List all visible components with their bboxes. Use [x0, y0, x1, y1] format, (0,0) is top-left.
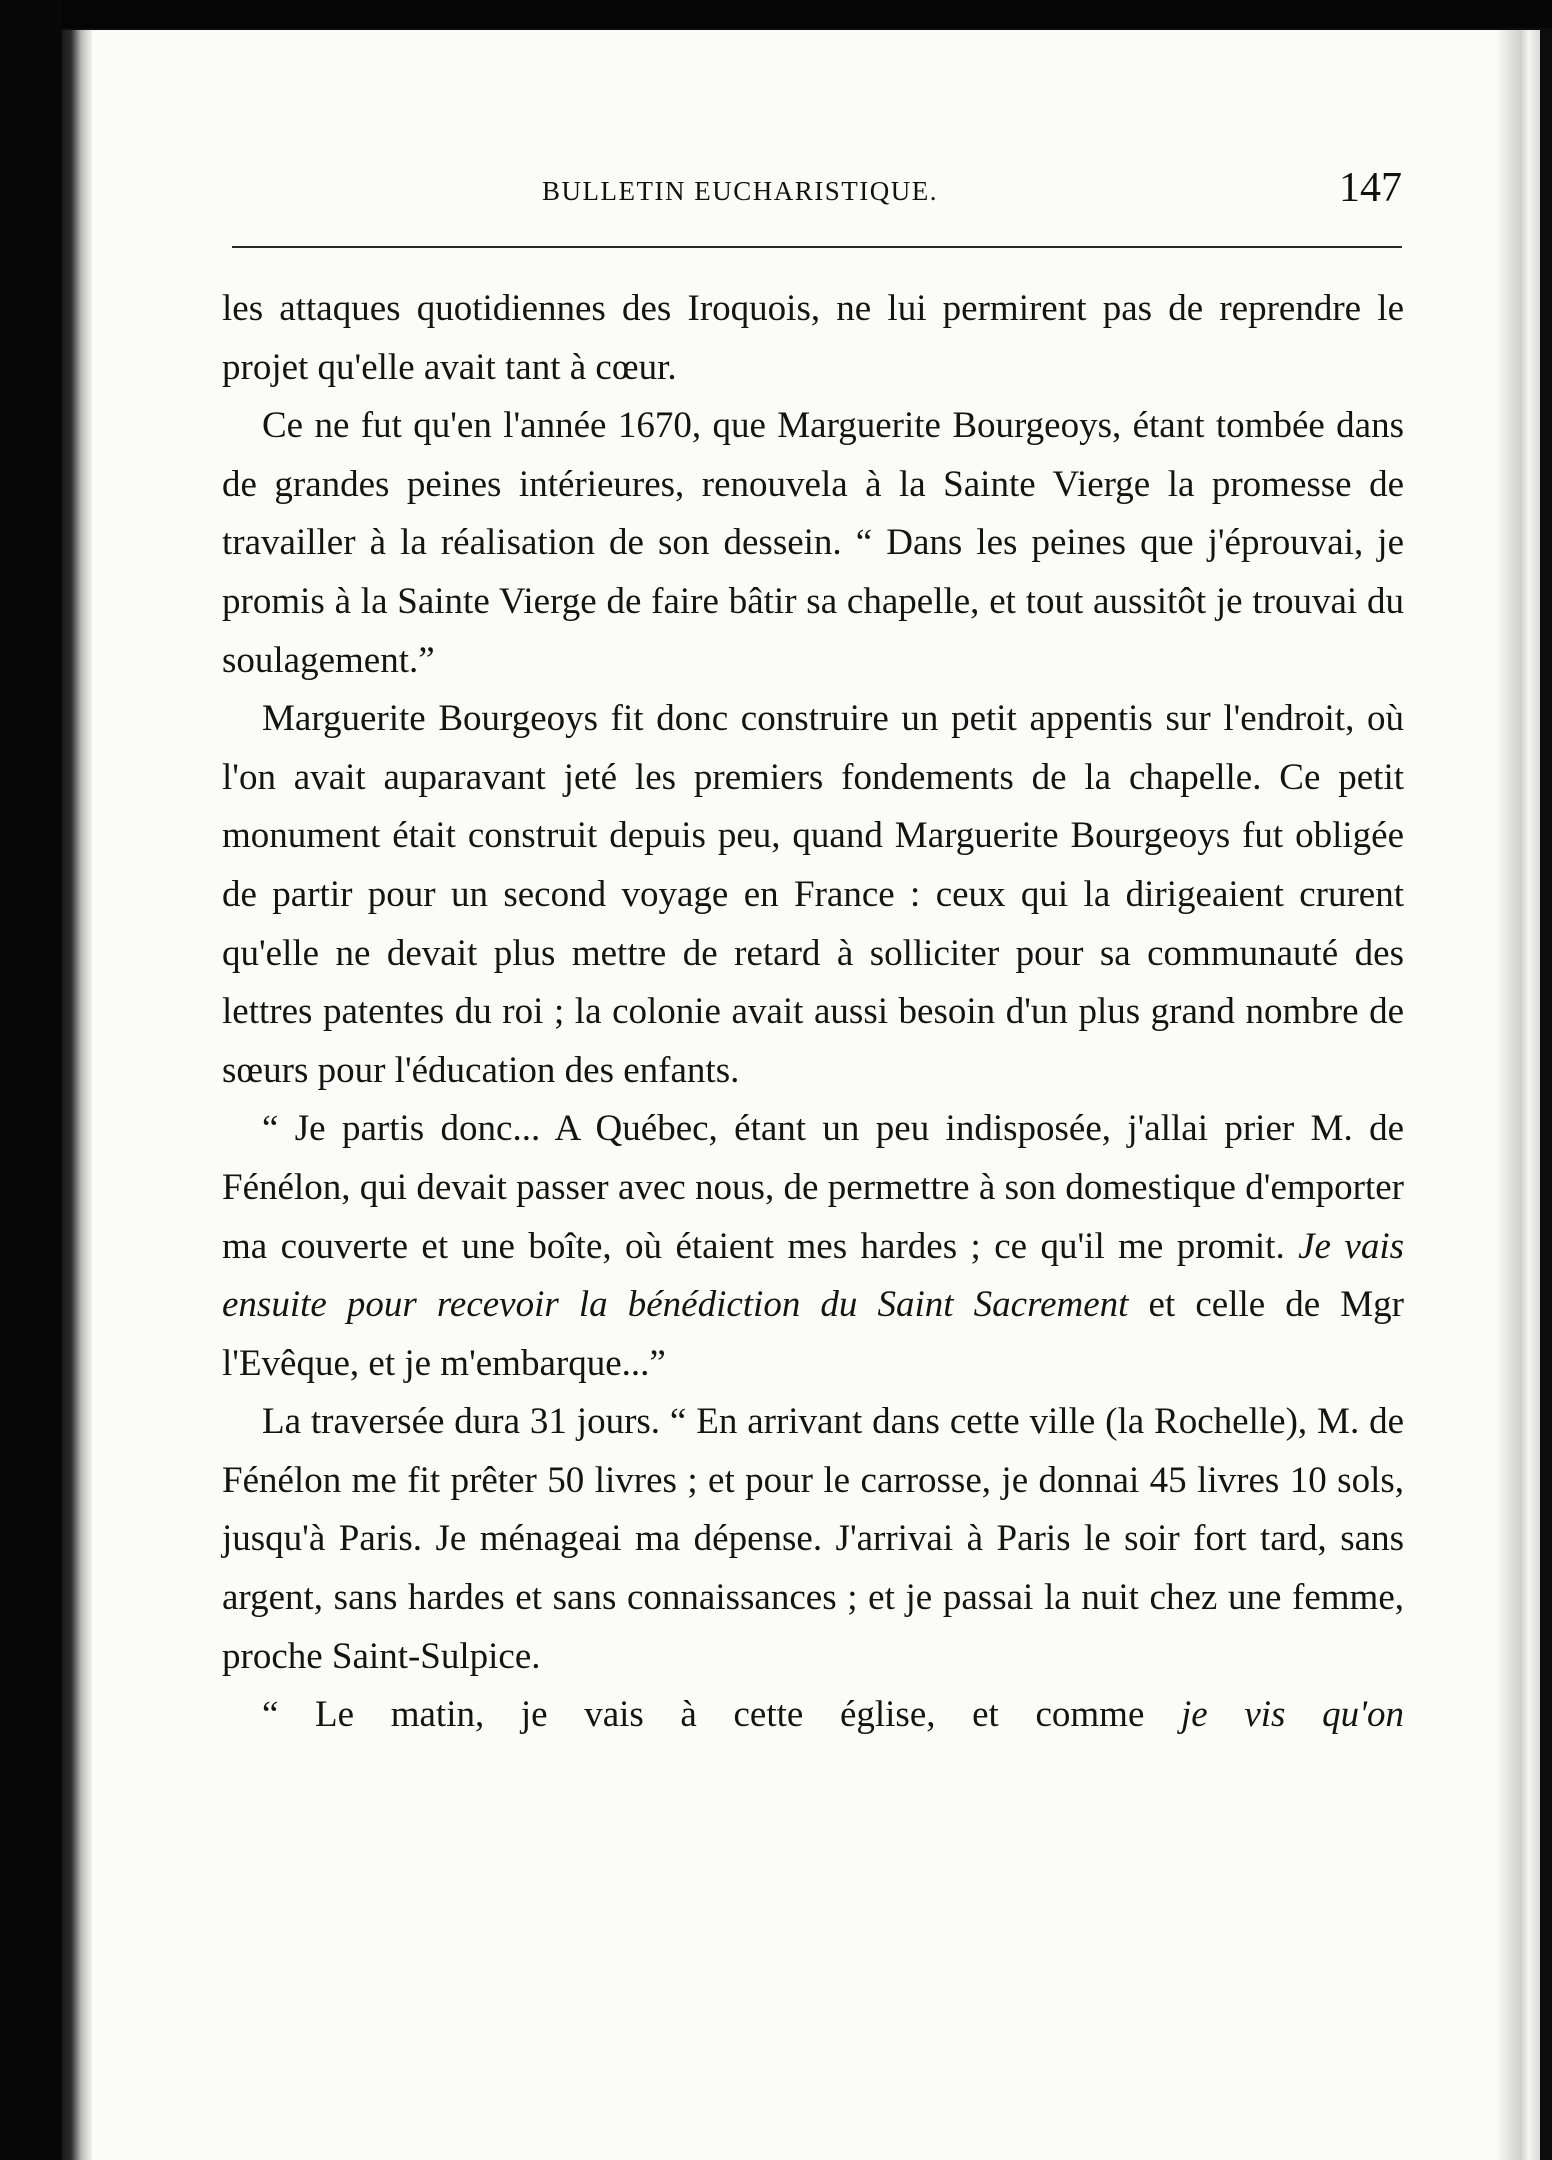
scan-border-left — [0, 0, 62, 2160]
paragraph-5: La traversée dura 31 jours. “ En arrivant dans cette ville (la Rochelle), M. de Fénélon me fit prêter 50 livres ; et pour le carrosse, je donnai 45 livres 10 sols, jusqu'à Paris. Je ménageai ma dépense. J'arrivai à Paris le soir fort tard, sans argent, sans hardes et sans connaissances ; et je passai la nuit chez une femme, proche Saint-Sulpice. — [222, 1401, 1404, 1677]
header-rule — [232, 246, 1402, 248]
paragraph-1: les attaques quotidiennes des Iroquois, ne lui permirent pas de reprendre le projet qu'elle avait tant à cœur. — [222, 288, 1404, 388]
paragraph-6 — [222, 1686, 1404, 1745]
scan-border-top — [0, 0, 1552, 28]
running-title: BULLETIN EUCHARISTIQUE. — [542, 176, 938, 206]
paragraph-3: Marguerite Bourgeoys fit donc construire un petit appentis sur l'endroit, où l'on avait auparavant jeté les premiers fondements de la chapelle. Ce petit monument était construit depuis peu, quand Marguerite Bourgeoys fut obligée de partir pour un second voyage en France : ceux qui la dirigeaient crurent qu'elle ne devait plus mettre de retard à solliciter pour sa communauté des lettres patentes du roi ; la colonie avait aussi besoin d'un plus grand nombre de sœurs pour l'éducation des enfants. — [222, 698, 1404, 1091]
body-text — [222, 280, 1404, 1745]
paragraph-4-italic: Je vais ensuite pour recevoir la bénédiction du Saint Sacrement — [222, 1225, 1404, 1326]
paragraph-6-text: “ Le matin, je vais à cette église, et comme — [262, 1694, 1182, 1736]
paragraph-4-text: “ Je partis donc... A Québec, étant un peu indisposée, j'allai prier M. de Fénélon, qui devait passer avec nous, de permettre à son domestique d'emporter ma couverte et une boîte, où étaient mes hardes ; ce qu'il me promit. — [222, 1108, 1404, 1267]
paragraph-6-italic: je vis qu'on — [1181, 1694, 1405, 1736]
paragraph-4-text-end: et celle de Mgr l'Evêque, et je m'embarque...” — [222, 1284, 1404, 1384]
book-page — [62, 30, 1540, 2160]
page-edge-right — [1496, 30, 1540, 2160]
running-header — [532, 160, 1402, 220]
page-gutter-shadow — [62, 30, 92, 2160]
paragraph-2: Ce ne fut qu'en l'année 1670, que Marguerite Bourgeoys, étant tombée dans de grandes peines intérieures, renouvela à la Sainte Vierge la promesse de travailler à la réalisation de son dessein. “ Dans les peines que j'éprouvai, je promis à la Sainte Vierge de faire bâtir sa chapelle, et tout aussitôt je trouvai du soulagement.” — [222, 405, 1404, 681]
paragraph-4 — [222, 1100, 1404, 1393]
page-number: 147 — [1339, 165, 1402, 211]
